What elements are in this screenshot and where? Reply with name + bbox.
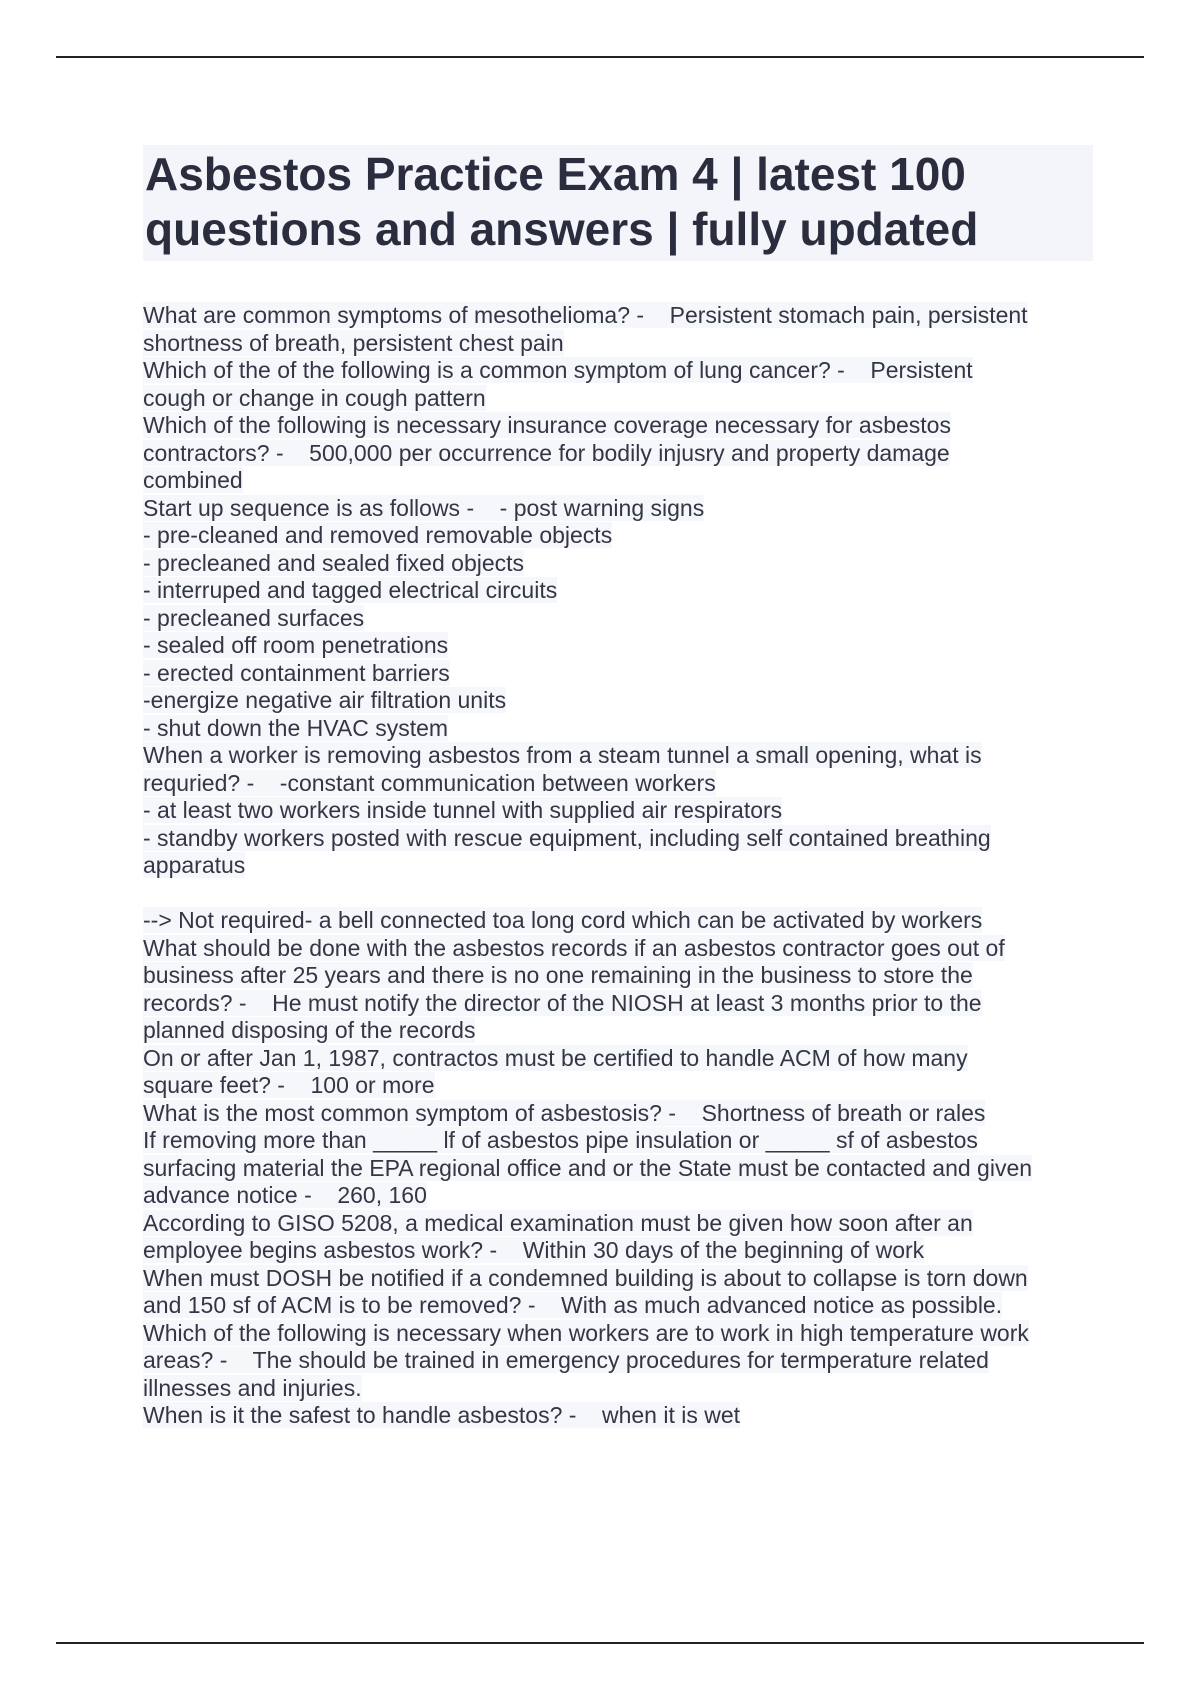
qa-line (143, 1210, 1093, 1238)
qa-line-text: shortness of breath, persistent chest pain (143, 329, 564, 356)
qa-line (143, 632, 1093, 660)
bottom-divider (56, 1642, 1144, 1644)
qa-line-text: surfacing material the EPA regional office and or the State must be contacted and given (143, 1154, 1033, 1181)
qa-line (143, 1292, 1093, 1320)
qa-line (143, 522, 1093, 550)
qa-line (143, 605, 1093, 633)
qa-line-text: When must DOSH be notified if a condemned building is about to collapse is torn down (143, 1264, 1028, 1291)
qa-line (143, 467, 1093, 495)
qa-line (143, 577, 1093, 605)
qa-line (143, 495, 1093, 523)
qa-line (143, 770, 1093, 798)
qa-content (143, 302, 1093, 1430)
qa-line-text: and 150 sf of ACM is to be removed? - With as much advanced notice as possible. (143, 1292, 1003, 1318)
qa-line (143, 412, 1093, 440)
qa-line-text: - erected containment barriers (143, 659, 450, 686)
qa-line-text: -energize negative air filtration units (143, 687, 507, 713)
qa-line-text: square feet? - 100 or more (143, 1072, 435, 1098)
qa-line-text: - sealed off room penetrations (143, 632, 449, 658)
qa-line-text: - interruped and tagged electrical circuits (143, 577, 558, 603)
qa-line-text: advance notice - 260, 160 (143, 1182, 427, 1208)
qa-line-text: employee begins asbestos work? - Within 30 days of the beginning of work (143, 1237, 925, 1263)
qa-line-text: illnesses and injuries. (143, 1374, 362, 1401)
qa-line-text: What are common symptoms of mesothelioma? - Persistent stomach pain, persistent (143, 302, 1028, 328)
qa-line-text: Which of the of the following is a common symptom of lung cancer? - Persistent (143, 357, 973, 383)
qa-line-text: Start up sequence is as follows - - post warning signs (143, 494, 705, 521)
qa-line-text: combined (143, 467, 243, 493)
qa-line (143, 330, 1093, 358)
qa-line-text: --> Not required- a bell connected toa long cord which can be activated by workers (143, 907, 983, 933)
qa-line-text: If removing more than _____ lf of asbestos pipe insulation or _____ sf of asbestos (143, 1127, 978, 1153)
qa-line-text: - at least two workers inside tunnel with supplied air respirators (143, 797, 783, 823)
qa-line (143, 1265, 1093, 1293)
title-line: questions and answers | fully updated (145, 203, 979, 255)
qa-line-text: - precleaned surfaces (143, 604, 365, 631)
qa-line (143, 550, 1093, 578)
qa-line-text: - standby workers posted with rescue equipment, including self contained breathing (143, 824, 991, 851)
qa-line (143, 1237, 1093, 1265)
qa-line (143, 1320, 1093, 1348)
qa-line-text: cough or change in cough pattern (143, 384, 486, 411)
qa-line-text: Which of the following is necessary when workers are to work in high temperature work (143, 1319, 1029, 1346)
document-title (145, 147, 1089, 257)
title-block (143, 145, 1093, 261)
qa-line-text: According to GISO 5208, a medical examination must be given how soon after an (143, 1209, 973, 1236)
qa-line (143, 302, 1093, 330)
qa-line (143, 1045, 1093, 1073)
qa-line-text: - pre-cleaned and removed removable objects (143, 522, 613, 548)
top-divider (56, 56, 1144, 58)
qa-line-text: business after 25 years and there is no one remaining in the business to store the (143, 962, 973, 988)
qa-line-text: On or after Jan 1, 1987, contractos must be certified to handle ACM of how many (143, 1044, 968, 1071)
qa-line-text: contractors? - 500,000 per occurrence for bodily injusry and property damage (143, 439, 950, 466)
qa-line-text: requried? - -constant communication between workers (143, 769, 716, 796)
qa-line (143, 852, 1093, 880)
qa-line (143, 1155, 1093, 1183)
qa-line (143, 1375, 1093, 1403)
qa-line (143, 935, 1093, 963)
qa-line-text: What is the most common symptom of asbestosis? - Shortness of breath or rales (143, 1099, 986, 1126)
qa-line-text: records? - He must notify the director of the NIOSH at least 3 months prior to the (143, 989, 982, 1016)
qa-line (143, 1127, 1093, 1155)
qa-line-text: - precleaned and sealed fixed objects (143, 549, 525, 576)
qa-line (143, 1402, 1093, 1430)
qa-line (143, 825, 1093, 853)
qa-line (143, 1100, 1093, 1128)
qa-line (143, 990, 1093, 1018)
qa-line (143, 440, 1093, 468)
qa-line (143, 357, 1093, 385)
title-line: Asbestos Practice Exam 4 | latest 100 (145, 148, 966, 200)
qa-line (143, 687, 1093, 715)
qa-line (143, 742, 1093, 770)
qa-line-text: Which of the following is necessary insurance coverage necessary for asbestos (143, 412, 951, 438)
qa-line-text: planned disposing of the records (143, 1017, 476, 1043)
qa-line (143, 907, 1093, 935)
blank-line (143, 880, 1093, 908)
qa-line (143, 1347, 1093, 1375)
qa-line (143, 660, 1093, 688)
qa-line (143, 962, 1093, 990)
qa-line-text: - shut down the HVAC system (143, 714, 449, 741)
qa-line (143, 1182, 1093, 1210)
qa-line (143, 385, 1093, 413)
qa-line-text: What should be done with the asbestos records if an asbestos contractor goes out of (143, 934, 1005, 961)
qa-line (143, 715, 1093, 743)
qa-line (143, 1072, 1093, 1100)
qa-line-text: When is it the safest to handle asbestos? - when it is wet (143, 1402, 741, 1428)
qa-line (143, 797, 1093, 825)
qa-line-text: areas? - The should be trained in emergency procedures for termperature related (143, 1347, 989, 1373)
qa-line (143, 1017, 1093, 1045)
qa-line-text: When a worker is removing asbestos from a steam tunnel a small opening, what is (143, 742, 982, 768)
qa-line-text: apparatus (143, 852, 246, 878)
